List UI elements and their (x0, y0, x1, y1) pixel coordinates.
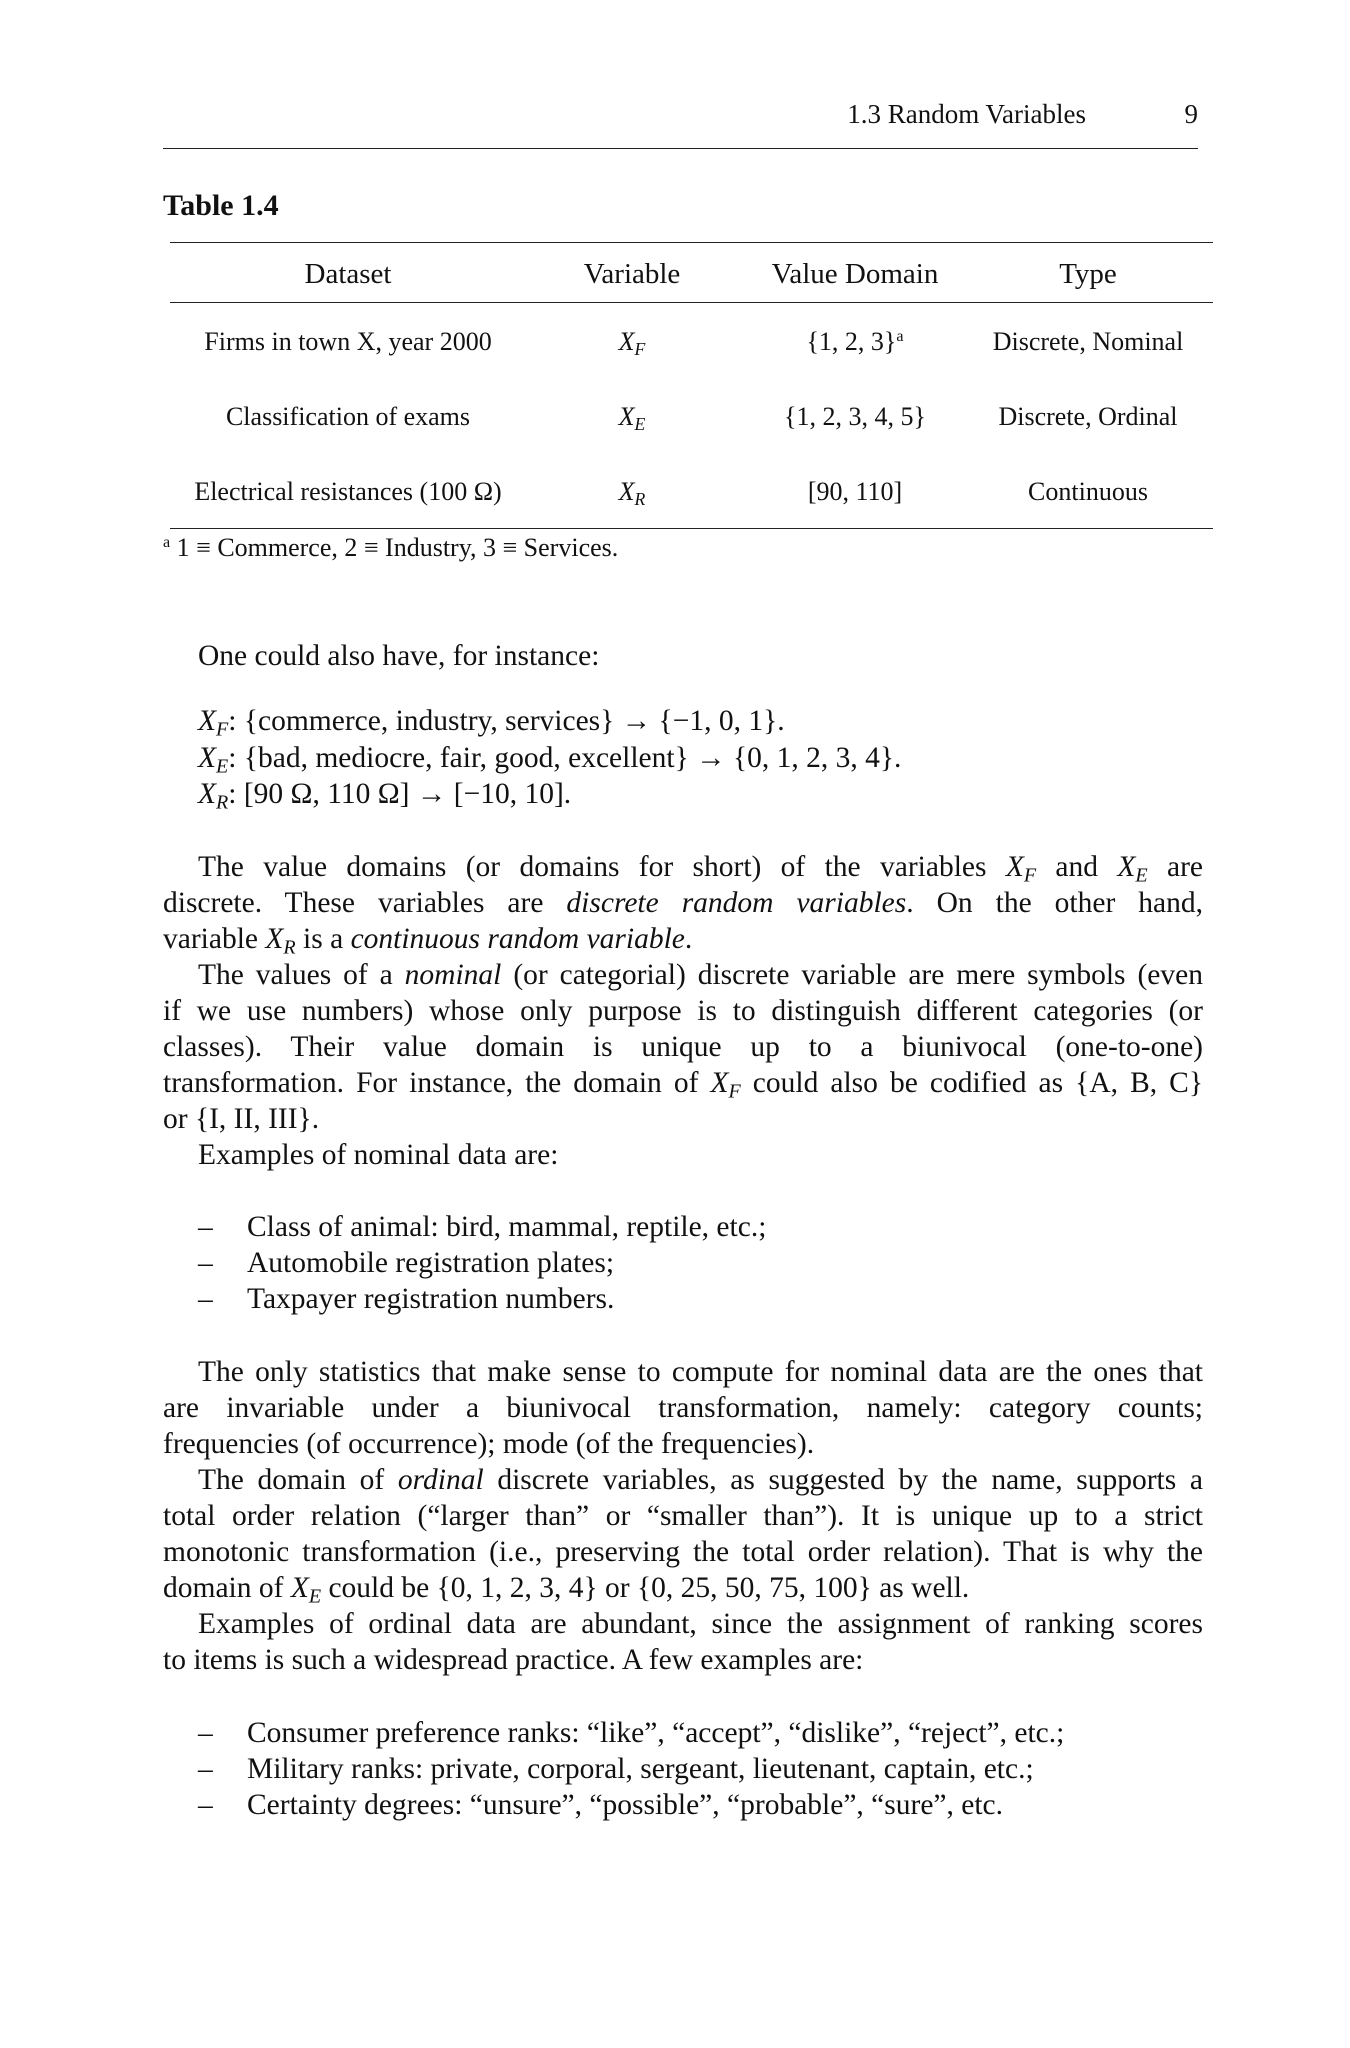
paragraph-line: or {I, II, III}. (163, 1103, 320, 1135)
table-cell-domain: {1, 2, 3, 4, 5} (784, 402, 926, 431)
table-top-rule (170, 242, 1213, 243)
mapping-line: $X_F$: {commerce, industry, services} → {−1, 0, 1}. (198, 705, 785, 741)
column-header-type: Type (1059, 258, 1117, 290)
paragraph-line: are invariable under a biunivocal transformation, namely: category counts; (163, 1392, 1203, 1424)
paragraph-line: The only statistics that make sense to compute for nominal data are the ones that (198, 1356, 1203, 1388)
table-cell-dataset: Classification of exams (225, 402, 471, 431)
table-cell-dataset: Firms in town X, year 2000 (204, 327, 492, 356)
table-header-rule (170, 302, 1213, 303)
paragraph-line: monotonic transformation (i.e., preserving the total order relation). That is why the (163, 1536, 1203, 1568)
table-cell-type: Discrete, Nominal (992, 327, 1184, 356)
column-header-dataset: Dataset (304, 258, 392, 290)
table-cell-variable: $X_E$ (618, 402, 646, 434)
table-bottom-rule (170, 528, 1213, 529)
column-header-variable: Variable (583, 258, 681, 290)
paragraph-line: Examples of nominal data are: (198, 1139, 559, 1171)
paragraph-line: variable $X_R$ is a continuous random variable. (163, 923, 693, 959)
list-item: – Automobile registration plates; (198, 1247, 615, 1279)
paragraph-line: The value domains (or domains for short) of the variables $X_F$ and $X_E$ are (198, 851, 1204, 887)
footnote-marker: a (896, 328, 904, 346)
paragraph-line: Examples of ordinal data are abundant, since the assignment of ranking scores (198, 1608, 1203, 1640)
table-cell-domain: {1, 2, 3}$^a$ (806, 327, 904, 356)
list-item: – Class of animal: bird, mammal, reptile, etc.; (198, 1211, 767, 1243)
paragraph-line: The values of a nominal (or categorial) discrete variable are mere symbols (even (198, 959, 1203, 991)
paragraph-line: if we use numbers) whose only purpose is to distinguish different categories (or (163, 995, 1203, 1027)
paragraph-line: frequencies (of occurrence); mode (of the frequencies). (163, 1428, 815, 1460)
intro-sentence: One could also have, for instance: (198, 640, 600, 672)
paragraph-line: total order relation (“larger than” or “smaller than”). It is unique up to a strict (163, 1500, 1203, 1532)
mapping-line: $X_R$: [90 Ω, 110 Ω] → [−10, 10]. (198, 778, 572, 814)
column-header-value-domain: Value Domain (771, 258, 939, 290)
page-number: 9 (1184, 99, 1198, 129)
table-caption: Table 1.4 (163, 189, 279, 222)
table-cell-variable: $X_F$ (618, 327, 646, 359)
table-cell-domain: [90, 110] (807, 477, 903, 506)
table-cell-dataset: Electrical resistances (100 Ω) (194, 477, 502, 506)
paragraph-line: classes). Their value domain is unique up to a biunivocal (one-to-one) (163, 1031, 1203, 1063)
list-item: – Certainty degrees: “unsure”, “possible”, “probable”, “sure”, etc. (198, 1789, 1004, 1821)
paragraph-line: transformation. For instance, the domain of $X_F$ could also be codified as {A, B, C} (163, 1067, 1204, 1103)
list-item: – Taxpayer registration numbers. (198, 1283, 615, 1315)
list-item: – Military ranks: private, corporal, sergeant, lieutenant, captain, etc.; (198, 1753, 1034, 1785)
list-item: – Consumer preference ranks: “like”, “accept”, “dislike”, “reject”, etc.; (198, 1717, 1065, 1749)
table-cell-variable: $X_R$ (618, 477, 646, 509)
paragraph-line: domain of $X_E$ could be {0, 1, 2, 3, 4} or {0, 25, 50, 75, 100} as well. (163, 1572, 970, 1608)
section-title: 1.3 Random Variables (847, 99, 1086, 129)
paragraph-line: The domain of ordinal discrete variables, as suggested by the name, supports a (198, 1464, 1203, 1496)
mapping-line: $X_E$: {bad, mediocre, fair, good, excellent} → {0, 1, 2, 3, 4}. (198, 742, 902, 778)
paragraph-line: to items is such a widespread practice. A few examples are: (163, 1644, 864, 1676)
paragraph-line: discrete. These variables are discrete random variables. On the other hand, (163, 887, 1203, 919)
header-rule (163, 148, 1198, 149)
table-cell-type: Continuous (1028, 477, 1148, 506)
table-cell-type: Discrete, Ordinal (998, 402, 1178, 431)
table-footnote: $^a$ 1 ≡ Commerce, 2 ≡ Industry, 3 ≡ Services. (163, 533, 619, 562)
